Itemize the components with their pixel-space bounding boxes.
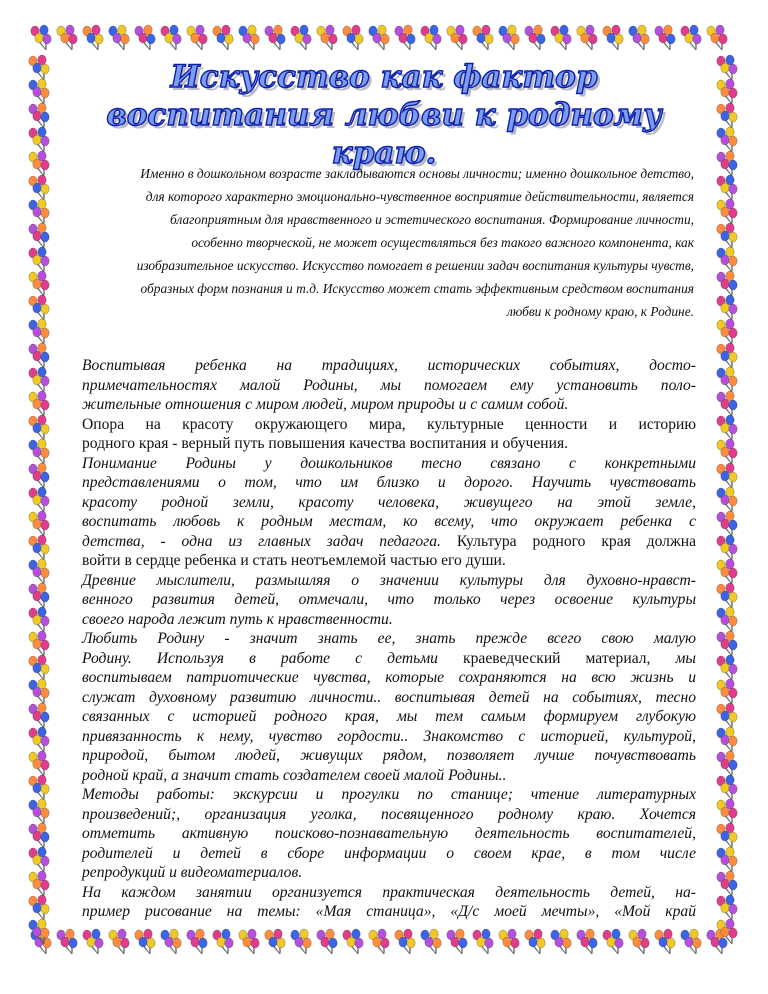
body-line-mixed [82, 649, 696, 669]
body-fragment: краеведческий материал, [463, 649, 651, 667]
balloons-icon [29, 583, 49, 608]
balloons-icon [681, 929, 701, 954]
title-line-2: воспитания любви к родному краю. [106, 97, 662, 171]
balloons-icon [717, 871, 737, 896]
balloons-icon [717, 775, 737, 800]
balloons-icon [717, 415, 737, 440]
balloons-icon [551, 929, 571, 954]
balloons-icon [187, 929, 207, 954]
body-line: своего народа лежит путь к нравственности. [82, 610, 393, 628]
balloons-icon [343, 25, 363, 50]
balloons-icon [395, 25, 415, 50]
balloons-icon [29, 751, 49, 776]
balloons-icon [603, 25, 623, 50]
balloons-icon [161, 929, 181, 954]
body-line: родного края - верный путь повышения качества воспитания и обучения. [82, 435, 569, 452]
balloons-icon [603, 929, 623, 954]
balloons-icon [717, 199, 737, 224]
balloons-icon [717, 511, 737, 536]
body-line: жительные отношения с миром людей, миром природы и с самим собой. [82, 396, 569, 413]
balloons-icon [717, 55, 737, 80]
balloons-icon [109, 25, 129, 50]
intro-line: Именно в дошкольном возрасте закладываются основы личности; именно дошкольное детство, [140, 166, 694, 181]
balloons-icon [717, 463, 737, 488]
balloons-icon [717, 799, 737, 824]
intro-line: особенно творческой, не может осуществляться без такого важного компонента, как [191, 235, 694, 250]
balloons-icon [717, 655, 737, 680]
balloons-icon [681, 25, 701, 50]
body-line: отметить активную поисково-познавательную деятельность воспитателей, [82, 825, 696, 842]
balloons-icon [239, 25, 259, 50]
balloons-icon [317, 25, 337, 50]
balloons-icon [499, 929, 519, 954]
balloons-icon [29, 55, 49, 80]
body-line: Методы работы: экскурсии и прогулки по станице; чтение литературных [82, 786, 696, 803]
right-balloon-border [708, 20, 748, 964]
body-fragment: детства, - одна из главных задач педагога. [82, 532, 441, 550]
balloons-icon [29, 631, 49, 656]
body-line: Понимание Родины у дошкольников тесно связано с конкретными [82, 454, 696, 472]
title-line-1: Искусство как фактор [170, 59, 598, 95]
balloons-icon [29, 103, 49, 128]
balloons-icon [29, 391, 49, 416]
balloons-icon [83, 929, 103, 954]
balloons-icon [29, 415, 49, 440]
main-text [82, 356, 696, 922]
balloons-icon [29, 247, 49, 272]
intro-line: для которого характерно эмоционально-чувственное восприятие действительности, является [145, 189, 694, 204]
balloons-icon [717, 607, 737, 632]
balloons-icon [29, 79, 49, 104]
balloons-icon [29, 535, 49, 560]
balloons-icon [717, 391, 737, 416]
balloons-icon [265, 25, 285, 50]
balloons-icon [717, 631, 737, 656]
intro-line: образных форм познания и т.д. Искусство может стать эффективным средством воспитания [140, 281, 694, 296]
balloons-icon [29, 823, 49, 848]
body-line: На каждом занятии организуется практическая деятельность детей, на- [82, 883, 696, 901]
balloons-icon [717, 223, 737, 248]
intro-line: благоприятным для нравственного и эстетического воспитания. Формирование личности, [170, 212, 694, 227]
balloons-icon [29, 199, 49, 224]
balloons-icon [525, 929, 545, 954]
balloons-icon [291, 25, 311, 50]
balloons-icon [717, 151, 737, 176]
intro-paragraph [82, 162, 694, 323]
body-line: Древние мыслители, размышляя о значении культуры для духовно-нравст- [82, 571, 696, 589]
body-line: примечательностях малой Родины, мы помогаем ему установить поло- [82, 376, 696, 394]
balloons-icon [551, 25, 571, 50]
body-fragment: Культура родного края должна [456, 532, 697, 550]
body-line: служат духовному развитию личности.. воспитывая детей на событиях, тесно [82, 688, 696, 706]
body-line: связанных с историей родного края, мы тем самым формируем глубокую [82, 708, 696, 725]
bottom-balloon-border [0, 924, 768, 964]
intro-line: любви к родному краю, к Родине. [507, 304, 694, 319]
balloons-icon [213, 25, 233, 50]
balloons-icon [29, 151, 49, 176]
body-line: представлениями о том, что им близко и дорого. Научить чувствовать [82, 474, 696, 491]
body-line: красоту родной земли, красоту человека, живущего на этой земле, [82, 493, 696, 511]
balloons-icon [421, 25, 441, 50]
balloons-icon [291, 929, 311, 954]
balloons-icon [717, 823, 737, 848]
balloons-icon [473, 929, 493, 954]
balloons-icon [109, 929, 129, 954]
balloons-icon [421, 929, 441, 954]
balloons-icon [29, 871, 49, 896]
balloons-icon [629, 25, 649, 50]
balloons-icon [717, 751, 737, 776]
balloons-icon [29, 895, 49, 920]
body-line-mixed [82, 532, 696, 552]
balloons-icon [577, 25, 597, 50]
balloons-icon [29, 775, 49, 800]
balloons-icon [525, 25, 545, 50]
body-line: природой, бытом людей, живущих рядом, позволяет лучше почувствовать [82, 747, 696, 764]
body-line: воспитываем патриотические чувства, которые сохраняются на всю жизнь и [82, 669, 696, 686]
balloons-icon [29, 511, 49, 536]
body-line: пример рисование на темы: «Мая станица», «Д/с моей мечты», «Мой край [82, 903, 696, 920]
balloons-icon [213, 929, 233, 954]
balloons-icon [29, 799, 49, 824]
balloons-icon [447, 25, 467, 50]
balloons-icon [717, 559, 737, 584]
balloons-icon [717, 919, 737, 944]
body-line: родителей и детей в сборе информации о своем крае, в том числе [82, 844, 696, 862]
balloons-icon [717, 247, 737, 272]
intro-line: изобразительное искусство. Искусство помогает в решении задач воспитания культуры чувств, [136, 258, 694, 273]
balloons-icon [717, 439, 737, 464]
body-line: Любить Родину - значит знать ее, знать прежде всего свою малую [82, 630, 696, 647]
balloons-icon [29, 703, 49, 728]
balloons-icon [717, 79, 737, 104]
body-line: Воспитывая ребенка на традициях, исторических событиях, досто- [82, 357, 696, 374]
balloons-icon [717, 583, 737, 608]
balloons-icon [29, 343, 49, 368]
balloons-icon [135, 25, 155, 50]
balloons-icon [317, 929, 337, 954]
balloons-icon [717, 535, 737, 560]
balloons-icon [29, 463, 49, 488]
balloons-icon [343, 929, 363, 954]
balloons-icon [717, 295, 737, 320]
balloons-icon [135, 929, 155, 954]
balloons-icon [369, 25, 389, 50]
balloons-icon [395, 929, 415, 954]
balloons-icon [655, 25, 675, 50]
balloons-icon [655, 929, 675, 954]
balloons-icon [447, 929, 467, 954]
balloons-icon [239, 929, 259, 954]
balloons-icon [29, 175, 49, 200]
balloons-icon [717, 703, 737, 728]
balloons-icon [265, 929, 285, 954]
balloons-icon [717, 175, 737, 200]
body-fragment: мы [675, 649, 696, 667]
body-line: произведений;, организация уголка, посвященного родному краю. Хочется [82, 805, 696, 823]
balloons-icon [717, 727, 737, 752]
balloons-icon [717, 679, 737, 704]
body-line: венного развития детей, отмечали, что только через освоение культуры [82, 591, 696, 608]
balloons-icon [161, 25, 181, 50]
balloons-icon [29, 727, 49, 752]
balloons-icon [29, 295, 49, 320]
balloons-icon [629, 929, 649, 954]
balloons-icon [29, 127, 49, 152]
balloons-icon [187, 25, 207, 50]
balloons-icon [29, 223, 49, 248]
balloons-icon [29, 271, 49, 296]
body-line: родной край, а значит стать создателем своей малой Родины.. [82, 766, 507, 784]
balloons-icon [29, 367, 49, 392]
body-line: Опора на красоту окружающего мира, культурные ценности и историю [82, 415, 696, 433]
balloons-icon [717, 127, 737, 152]
balloons-icon [577, 929, 597, 954]
balloons-icon [717, 103, 737, 128]
body-line: воспитать любовь к родным местам, ко всему, что окружает ребенка с [82, 513, 696, 530]
balloons-icon [717, 319, 737, 344]
balloons-icon [29, 319, 49, 344]
balloons-icon [29, 679, 49, 704]
balloons-icon [717, 271, 737, 296]
balloons-icon [29, 607, 49, 632]
body-line: привязанность к нему, чувство гордости.. Знакомство с историей, культурой, [82, 727, 696, 745]
balloons-icon [499, 25, 519, 50]
balloons-icon [473, 25, 493, 50]
balloons-icon [717, 343, 737, 368]
balloons-icon [29, 919, 49, 944]
balloons-icon [29, 439, 49, 464]
left-balloon-border [20, 20, 60, 964]
balloons-icon [29, 847, 49, 872]
balloons-icon [717, 367, 737, 392]
balloons-icon [717, 847, 737, 872]
body-fragment: Родину. Используя в работе с детьми [82, 649, 438, 667]
balloons-icon [29, 559, 49, 584]
page-title [60, 58, 708, 172]
balloons-icon [29, 655, 49, 680]
balloons-icon [717, 487, 737, 512]
top-balloon-border [0, 20, 768, 60]
balloons-icon [717, 895, 737, 920]
balloons-icon [83, 25, 103, 50]
balloons-icon [29, 487, 49, 512]
balloons-icon [369, 929, 389, 954]
body-line: войти в сердце ребенка и стать неотъемлемой частью его души. [82, 552, 506, 569]
body-line: репродукций и видеоматериалов. [82, 864, 303, 881]
